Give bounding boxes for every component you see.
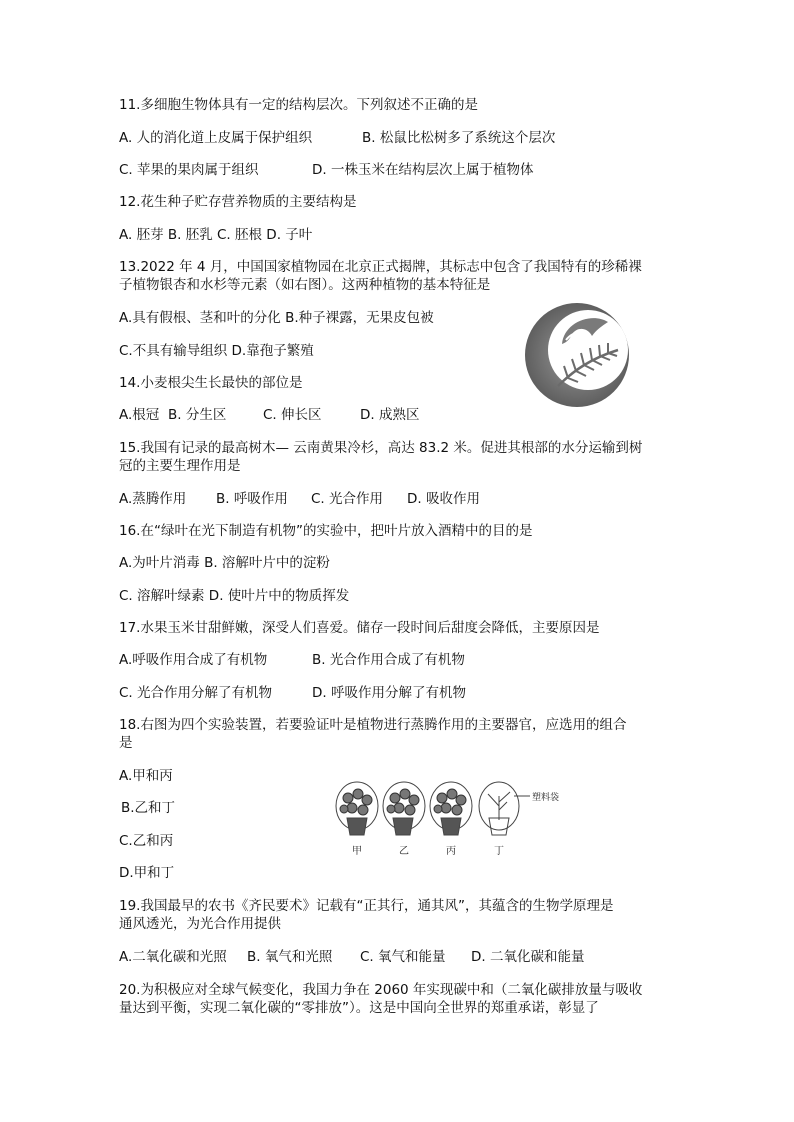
q12-options: A. 胚芽 B. 胚乳 C. 胚根 D. 子叶: [119, 227, 313, 243]
q16-stem: 16.在“绿叶在光下制造有机物”的实验中，把叶片放入酒精中的目的是: [119, 523, 533, 539]
q19-stem-line1: 19.我国最早的农书《齐民要术》记载有“正其行，通其风”，其蕴含的生物学原理是: [119, 898, 614, 914]
q15-stem-line2: 冠的主要生理作用是: [119, 458, 241, 474]
q15-option-a: A.蒸腾作用: [119, 491, 187, 507]
q14-stem: 14.小麦根尖生长最快的部位是: [119, 375, 303, 391]
plant-yi-with-bag: [383, 782, 425, 835]
q14-option-b: B. 分生区: [168, 407, 227, 423]
q17-stem: 17.水果玉米甘甜鲜嫩，深受人们喜爱。储存一段时间后甜度会降低，主要原因是: [119, 620, 600, 636]
q16-options-cd: C. 溶解叶绿素 D. 使叶片中的物质挥发: [119, 588, 350, 604]
plastic-bag-label: 塑料袋: [532, 793, 560, 803]
q17-option-a: A.呼吸作用合成了有机物: [119, 652, 268, 668]
q17-option-c: C. 光合作用分解了有机物: [119, 685, 273, 701]
q13-options-ab: A.具有假根、茎和叶的分化 B.种子裸露，无果皮包被: [119, 310, 434, 326]
q14-option-d: D. 成熟区: [360, 407, 420, 423]
q11-stem: 11.多细胞生物体具有一定的结构层次。下列叙述不正确的是: [119, 97, 478, 113]
q14-option-c: C. 伸长区: [263, 407, 322, 423]
q15-option-b: B. 呼吸作用: [216, 491, 288, 507]
q18-option-b: B.乙和丁: [121, 800, 176, 816]
q18-option-a: A.甲和丙: [119, 768, 173, 784]
q20-stem-line2: 量达到平衡，实现二氧化碳的“零排放”）。这是中国向全世界的郑重承诺，彰显了: [119, 1000, 599, 1016]
q18-option-c: C.乙和丙: [119, 833, 174, 849]
q14-option-a: A.根冠: [119, 407, 160, 423]
label-ding: 丁: [494, 846, 504, 857]
q18-stem-line2: 是: [119, 735, 133, 751]
q13-stem-line2: 子植物银杏和水杉等元素（如右图）。这两种植物的基本特征是: [119, 277, 491, 293]
q17-option-d: D. 呼吸作用分解了有机物: [312, 685, 466, 701]
q17-option-b: B. 光合作用合成了有机物: [312, 652, 465, 668]
q20-stem-line1: 20.为积极应对全球气候变化，我国力争在 2060 年实现碳中和（二氧化碳排放量与吸收: [119, 982, 643, 998]
q19-option-c: C. 氧气和能量: [360, 949, 446, 965]
q18-option-d: D.甲和丁: [119, 865, 175, 881]
q11-option-a: A. 人的消化道上皮属于保护组织: [119, 130, 313, 146]
q12-stem: 12.花生种子贮存营养物质的主要结构是: [119, 194, 357, 210]
q19-option-a: A.二氧化碳和光照: [119, 949, 227, 965]
q13-stem-line1: 13.2022 年 4 月，中国国家植物园在北京正式揭牌，其标志中包含了我国特有的珍稀裸: [119, 259, 642, 275]
label-bing: 丙: [446, 846, 456, 857]
q15-stem-line1: 15.我国有记录的最高树木— 云南黄果冷杉，高达 83.2 米。促进其根部的水分运输到树: [119, 440, 643, 456]
label-yi: 乙: [399, 846, 409, 857]
label-jia: 甲: [352, 846, 362, 857]
plant-ding-leafless-with-bag: [479, 782, 530, 835]
plant-jia-with-bag: [336, 782, 378, 835]
q19-stem-line2: 通风透光，为光合作用提供: [119, 916, 281, 932]
botanical-garden-logo: [522, 300, 632, 410]
q11-option-d: D. 一株玉米在结构层次上属于植物体: [312, 162, 534, 178]
plant-bing-with-bag: [430, 782, 472, 835]
q13-options-cd: C.不具有输导组织 D.靠孢子繁殖: [119, 343, 314, 359]
q11-option-b: B. 松鼠比松树多了系统这个层次: [362, 130, 556, 146]
q15-option-d: D. 吸收作用: [407, 491, 480, 507]
q11-option-c: C. 苹果的果肉属于组织: [119, 162, 259, 178]
q15-option-c: C. 光合作用: [311, 491, 384, 507]
q16-options-ab: A.为叶片消毒 B. 溶解叶片中的淀粉: [119, 555, 330, 571]
q19-option-b: B. 氧气和光照: [247, 949, 333, 965]
q19-option-d: D. 二氧化碳和能量: [471, 949, 585, 965]
q18-stem-line1: 18.右图为四个实验装置，若要验证叶是植物进行蒸腾作用的主要器官，应选用的组合: [119, 717, 627, 733]
transpiration-setup-figure: [330, 780, 570, 860]
